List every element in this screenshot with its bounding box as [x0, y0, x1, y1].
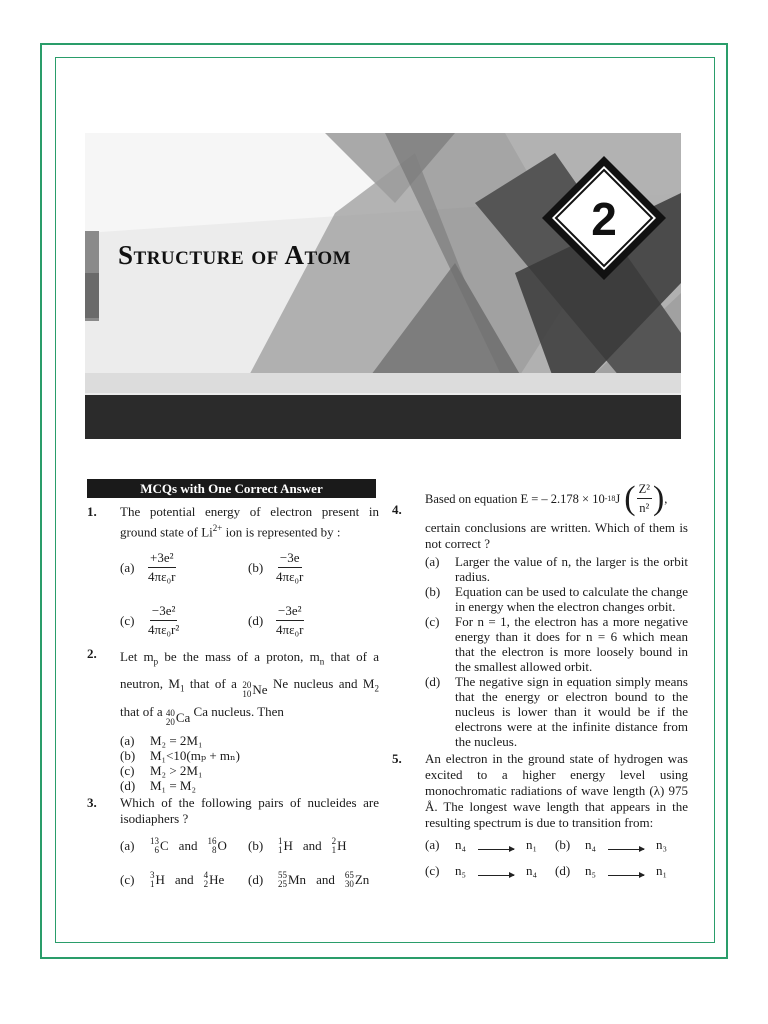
- arrow-right-icon: [608, 849, 644, 850]
- options: [120, 733, 379, 793]
- option-label: (d): [425, 674, 441, 689]
- option-d[interactable]: [248, 871, 379, 889]
- mass-number: 13: [150, 835, 159, 846]
- fraction: [637, 481, 652, 516]
- numerator: Z²: [637, 481, 652, 499]
- final-level: n₄: [526, 863, 538, 878]
- conjunction: and: [174, 871, 194, 887]
- option-label: (d): [248, 612, 264, 628]
- option-text: Equation can be used to calculate the change in energy when the electron changes orbit.: [455, 584, 688, 614]
- left-column: [87, 504, 379, 889]
- option-text: M₂ = 2M₁: [150, 732, 203, 748]
- option-a[interactable]: [425, 837, 555, 853]
- atomic-number: 2: [203, 878, 209, 889]
- option-a[interactable]: [120, 733, 379, 748]
- element-symbol: C: [160, 837, 169, 853]
- question-number: 5.: [392, 751, 402, 766]
- atomic-number: 6: [154, 844, 159, 855]
- option-text: M₂ > 2M₁: [150, 762, 203, 778]
- mass-number: 16: [207, 835, 217, 846]
- option-b[interactable]: [120, 748, 379, 763]
- option-text: For n = 1, the electron has a more negative energy than it does for n = 6 which mean that the electron is more loosely bound in the smallest allowed orbit.: [455, 614, 688, 674]
- chapter-number: 2: [591, 193, 617, 245]
- question-text: Which of the following pairs of nucleides are isodiaphers ?: [120, 794, 379, 826]
- options: [425, 554, 688, 749]
- atomic-number: 1: [150, 878, 155, 889]
- option-label: (b): [555, 837, 571, 852]
- nuclide-ne: [242, 679, 267, 701]
- option-a[interactable]: [425, 554, 688, 584]
- atomic-number: 1: [278, 844, 283, 855]
- element-symbol: Mn: [288, 871, 307, 887]
- nuclide: [150, 871, 165, 889]
- initial-level: n₄: [585, 837, 597, 852]
- equation-unit: J: [615, 491, 621, 506]
- left-paren-icon: (: [624, 479, 636, 517]
- right-paren-icon: ): [652, 479, 665, 517]
- denominator: n²: [639, 501, 650, 515]
- final-level: n₃: [656, 837, 668, 852]
- option-c[interactable]: [120, 871, 248, 889]
- initial-level: n₅: [455, 863, 467, 878]
- fraction: [148, 550, 176, 585]
- numerator: −3e²: [150, 603, 178, 621]
- option-label: (b): [248, 559, 264, 575]
- atomic-number: 8: [211, 844, 217, 855]
- nuclide: [204, 871, 225, 889]
- text-part: that of a neutron, M: [120, 649, 379, 691]
- option-d[interactable]: [425, 674, 688, 749]
- question-number: 2.: [87, 646, 97, 662]
- mass-number: 3: [150, 869, 155, 880]
- nuclide: [207, 837, 226, 855]
- text-part: Ne nucleus and M: [267, 675, 375, 691]
- nuclide: [150, 837, 169, 855]
- option-label: (c): [120, 612, 135, 628]
- options: [120, 837, 379, 889]
- text-part: that of a: [120, 703, 166, 719]
- option-c[interactable]: [425, 863, 555, 879]
- mass-number: 65: [344, 869, 354, 880]
- atomic-number: 1: [331, 844, 337, 855]
- text-part: Ca nucleus. Then: [190, 703, 284, 719]
- question-5: [392, 751, 688, 879]
- element-symbol: Ne: [252, 681, 268, 697]
- option-text: M₁<10(mₚ + mₙ): [150, 747, 240, 763]
- conjunction: and: [316, 871, 335, 887]
- option-c[interactable]: [425, 614, 688, 674]
- chapter-number-badge: [538, 152, 670, 284]
- fraction: [276, 603, 304, 638]
- mass-number: 20: [242, 679, 252, 690]
- element-symbol: H: [337, 837, 347, 853]
- chapter-title: Structure of Atom: [118, 240, 352, 270]
- option-d[interactable]: [248, 603, 379, 638]
- mass-number: 4: [203, 869, 209, 880]
- question-number: 3.: [87, 794, 97, 810]
- final-level: n₁: [526, 837, 538, 852]
- option-label: (a): [425, 837, 440, 852]
- denominator: 4πε₀r: [148, 569, 176, 585]
- question-text: An electron in the ground state of hydrogen was excited to a higher energy level using monochromatic radiations of wave length (λ) 975 Å. The longest wave length that appears in the resulting spectrum is due to transition from:: [425, 751, 688, 830]
- text-part: Let m: [120, 649, 154, 665]
- option-label: (c): [120, 871, 135, 887]
- nuclide: [278, 871, 306, 889]
- mass-number: 2: [331, 835, 337, 846]
- element-symbol: He: [209, 871, 225, 887]
- atomic-number: 10: [242, 688, 252, 699]
- atomic-number: 20: [165, 716, 175, 727]
- subscript: n: [319, 656, 325, 667]
- options: [120, 550, 379, 638]
- options: [425, 837, 688, 879]
- option-b[interactable]: [248, 550, 379, 585]
- option-d[interactable]: [555, 863, 688, 879]
- option-label: (d): [120, 777, 136, 793]
- question-text: [120, 646, 379, 729]
- right-column: [392, 481, 688, 879]
- element-symbol: Zn: [354, 871, 370, 887]
- equation: [425, 481, 688, 516]
- option-b[interactable]: [555, 837, 688, 853]
- option-text: M₁ = M₂: [150, 777, 197, 793]
- equation-text: Based on equation E = – 2.178 × 10: [425, 491, 605, 506]
- atomic-number: 30: [344, 878, 354, 889]
- question-1: [87, 504, 379, 638]
- element-symbol: H: [283, 837, 293, 853]
- denominator: 4πε₀r: [276, 622, 304, 638]
- question-number: 4.: [392, 502, 402, 517]
- mass-number: 1: [278, 835, 283, 846]
- option-text: The negative sign in equation simply means that the energy or electron bound to the nucleus is lower than it would be if the electrons were at the infinite distance from the nucleus.: [455, 674, 688, 749]
- option-label: (a): [120, 732, 135, 748]
- conjunction: and: [302, 837, 322, 853]
- mass-number: 40: [165, 707, 175, 718]
- option-c[interactable]: [120, 763, 379, 778]
- conjunction: and: [178, 837, 198, 853]
- superscript: 2+: [212, 523, 223, 533]
- option-label: (d): [248, 871, 264, 887]
- arrow-right-icon: [608, 875, 644, 876]
- nuclide: [278, 837, 293, 855]
- question-3: [87, 795, 379, 889]
- text-part: The potential energy of electron present in ground state of Li: [120, 504, 379, 540]
- text-part: ion is represented by :: [222, 524, 341, 540]
- option-label: (c): [425, 614, 440, 629]
- nuclide: [345, 871, 369, 889]
- question-4: [392, 481, 688, 749]
- fraction: [148, 603, 179, 638]
- option-label: (d): [555, 863, 571, 878]
- numerator: −3e²: [276, 603, 304, 621]
- section-header: MCQs with One Correct Answer: [87, 479, 376, 498]
- option-b[interactable]: [248, 837, 379, 855]
- subscript: p: [153, 656, 159, 667]
- denominator: 4πε₀r: [276, 569, 304, 585]
- nuclide: [332, 837, 347, 855]
- mass-number: 55: [278, 869, 287, 880]
- option-label: (c): [425, 863, 440, 878]
- element-symbol: H: [155, 871, 165, 887]
- option-label: (b): [120, 747, 136, 763]
- denominator: 4πε₀r²: [148, 622, 180, 638]
- question-text: certain conclusions are written. Which of them is not correct ?: [425, 520, 688, 551]
- equation-text: ,: [664, 491, 668, 506]
- option-label: (b): [248, 837, 264, 853]
- text-part: that of a: [184, 675, 243, 691]
- option-label: (b): [425, 584, 441, 599]
- option-a[interactable]: [120, 837, 248, 855]
- atomic-number: 25: [278, 878, 287, 889]
- nuclide-ca: [166, 707, 190, 729]
- option-label: (a): [425, 554, 440, 569]
- initial-level: n₄: [455, 837, 467, 852]
- option-label: (a): [120, 837, 135, 853]
- question-2: [87, 646, 379, 793]
- element-symbol: Ca: [175, 709, 191, 725]
- text-part: be the mass of a proton, m: [158, 649, 320, 665]
- option-d[interactable]: [120, 778, 379, 793]
- initial-level: n₅: [585, 863, 597, 878]
- final-level: n₁: [656, 863, 668, 878]
- option-label: (a): [120, 559, 135, 575]
- question-text: [120, 504, 379, 540]
- option-text: Larger the value of n, the larger is the orbit radius.: [455, 554, 688, 584]
- option-label: (c): [120, 762, 135, 778]
- element-symbol: O: [217, 837, 227, 853]
- question-number: 1.: [87, 504, 97, 519]
- arrow-right-icon: [478, 849, 514, 850]
- option-c[interactable]: [120, 603, 248, 638]
- fraction: [276, 550, 303, 585]
- exponent: -18: [604, 493, 616, 503]
- numerator: +3e²: [148, 550, 176, 568]
- subscript: 1: [179, 683, 185, 694]
- arrow-right-icon: [478, 875, 514, 876]
- option-b[interactable]: [425, 584, 688, 614]
- subscript: 2: [374, 683, 379, 694]
- numerator: −3e: [278, 550, 302, 568]
- option-a[interactable]: [120, 550, 248, 585]
